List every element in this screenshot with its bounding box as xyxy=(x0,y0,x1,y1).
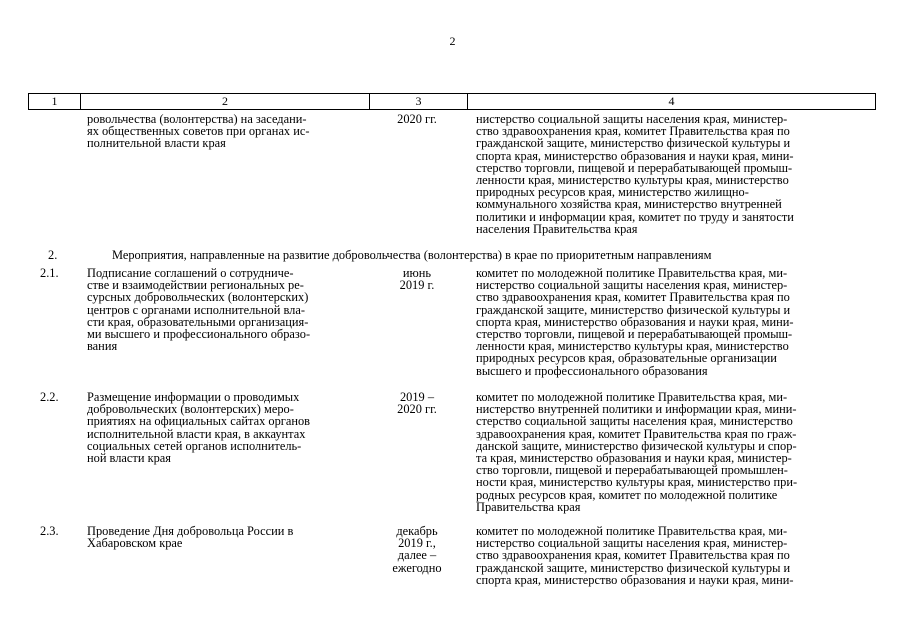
responsible-text: нистерство социальной защиты населения края, министер- ство здравоохранения края, комитет Правительства края по гражданской защите, министерство физической культуры и спорта края, министерство образования и науки края, мини- стерство торговли, пищевой и перерабатывающей промыш- ленности края, министерство культуры края, министерство природных ресурсов края, министерство жилищно- коммунального хозяйства края, министерство внутренней политики и информации края, комитет по труду и занятости населения Правительства края xyxy=(476,112,794,236)
row-number: 2.1. xyxy=(40,266,59,280)
column-number-3: 3 xyxy=(370,94,468,109)
page-number: 2 xyxy=(449,34,456,48)
term-text: 2019 – 2020 гг. xyxy=(397,390,437,417)
section-title: Мероприятия, направленные на развитие добровольчества (волонтерства) в крае по приоритетным направлениям xyxy=(112,248,712,262)
term-text: 2020 гг. xyxy=(397,112,437,126)
responsible-text: комитет по молодежной политике Правительства края, ми- нистерство социальной защиты населения края, министер- ство здравоохранения края, комитет Правительства края по гражданской защите, министерство физической культуры и спорта края, министерство образования и науки края, мини- xyxy=(476,524,794,587)
column-number-4: 4 xyxy=(668,94,675,108)
section-number: 2. xyxy=(48,248,58,262)
term-text: июнь 2019 г. xyxy=(399,266,435,293)
term-text: декабрь 2019 г., далее – ежегодно xyxy=(392,524,442,575)
responsible-text: комитет по молодежной политике Правительства края, ми- нистерство внутренней политики и информации края, мини- стерство социальной защиты населения края, министерство здравоохранения края, комитет Правительства края по граж- данской защите, министерство физической культуры и спор- та края, министерство образования и науки края, министер- ство торговли, пищевой и перерабатывающей промышлен- ности края, министерство культуры края, министерство при- родных ресурсов края, комитет по молодежной политике Правительства края xyxy=(476,390,798,514)
column-number-2: 2 xyxy=(81,94,370,109)
event-text: Размещение информации о проводимых добровольческих (волонтерских) меро- приятиях на официальных сайтах органов исполнительной власти края, в аккаунтах социальных сетей органов исполнитель- ной власти края xyxy=(87,390,311,466)
row-number: 2.2. xyxy=(40,390,59,404)
responsible-text: комитет по молодежной политике Правительства края, ми- нистерство социальной защиты населения края, министер- ство здравоохранения края, комитет Правительства края по гражданской защите, министерство физической культуры и спорта края, министерство образования и науки края, мини- стерство торговли, пищевой и перерабатывающей промыш- ленности края, министерство культуры края, министерство природных ресурсов края, образовательные организации высшего и профессионального образования xyxy=(476,266,794,378)
column-number-1: 1 xyxy=(29,94,81,109)
event-text: ровольчества (волонтерства) на заседани- ях общественных советов при органах ис- полнительной власти края xyxy=(87,112,310,151)
row-number: 2.3. xyxy=(40,524,59,538)
event-text: Подписание соглашений о сотрудниче- стве и взаимодействии региональных ре- сурсных добровольческих (волонтерских) центров с органами исполнительной вла- сти края, образовательными организация- ми высшего и профессионального образо- вания xyxy=(87,266,311,354)
table-column-numbers-header xyxy=(28,93,876,110)
event-text: Проведение Дня добровольца России в Хабаровском крае xyxy=(87,524,294,551)
